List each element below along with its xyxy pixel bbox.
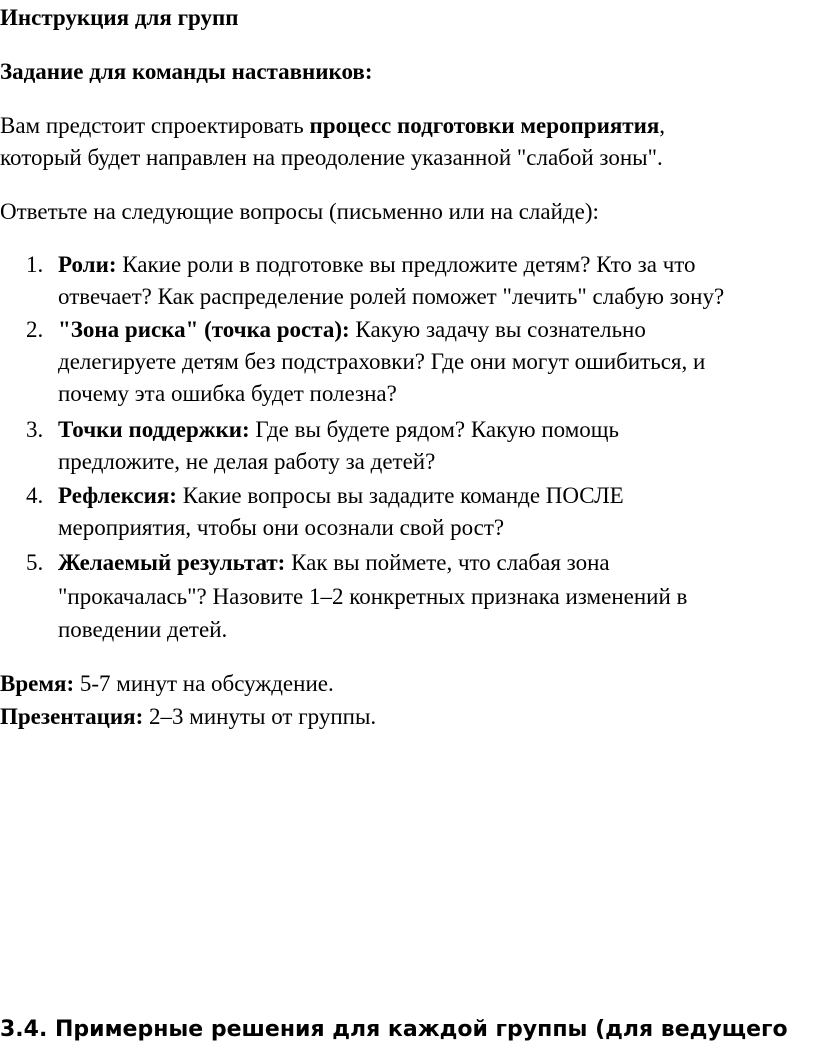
document-title: Инструкция для групп bbox=[0, 5, 239, 30]
intro-line-1: Вам предстоит спроектировать процесс подготовки мероприятия, bbox=[0, 113, 666, 138]
section-heading: 3.4. Примерные решения для каждой группы (для ведущего bbox=[0, 1017, 788, 1042]
time-info: Время: 5-7 минут на обсуждение. bbox=[0, 671, 334, 696]
presentation-info: Презентация: 2–3 минуты от группы. bbox=[0, 704, 377, 729]
prompt: Ответьте на следующие вопросы (письменно или на слайде): bbox=[0, 199, 599, 224]
intro-line-2: который будет направлен на преодоление указанной "слабой зоны". bbox=[0, 145, 663, 170]
task-heading: Задание для команды наставников: bbox=[0, 59, 373, 84]
